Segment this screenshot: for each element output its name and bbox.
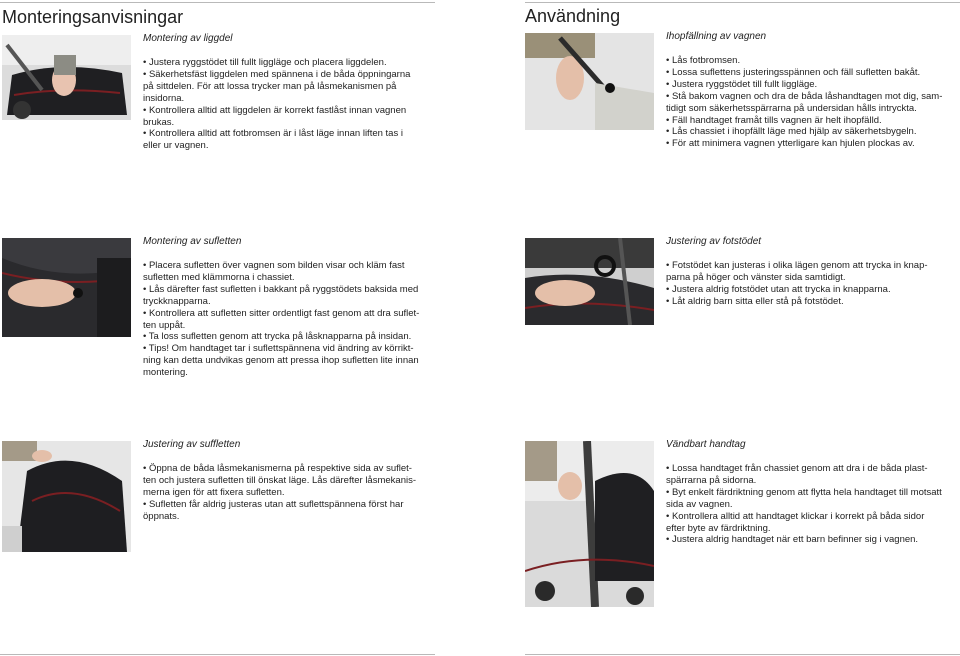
text-line: • Stå bakom vagnen och dra de båda låshandtagen mot dig, sam- (666, 90, 943, 102)
bottom-rule-right (525, 654, 960, 655)
text-line: • Byt enkelt färdriktning genom att flytta hela handtaget till motsatt (666, 486, 942, 498)
reversible-handle-photo (525, 441, 654, 607)
text-line: tidigt som säkerhetsspärrarna på undersidan hålls intryckta. (666, 102, 917, 114)
text-line: • Lås chassiet i ihopfällt läge med hjälp av säkerhetsbygeln. (666, 126, 917, 138)
section-text-hood-adjusting (143, 463, 438, 523)
text-line: på sittdelen. För att lossa trycker man på låsmekanismen på (143, 80, 397, 92)
text-line: eller ur vagnen. (143, 140, 209, 152)
text-line: • Lås fotbromsen. (666, 55, 741, 66)
text-line: spärrarna på sidorna. (666, 474, 757, 486)
right-page-title: Användning (525, 6, 621, 26)
text-line: • Justera aldrig fotstödet utan att trycka in knapparna. (666, 283, 891, 295)
text-line: ten och justera sufletten till önskat läge. Lås därefter låsmekanis- (143, 474, 417, 486)
text-line: merna igen för att fixera sufletten. (143, 486, 285, 498)
text-line: brukas. (143, 116, 175, 128)
text-line: efter byte av färdriktning. (666, 522, 771, 534)
section-title-hood-adjusting: Justering av suffletten (143, 439, 241, 450)
text-line: öppnats. (143, 510, 180, 522)
text-line: • Placera sufletten över vagnen som bilden visar och kläm fast (143, 260, 405, 271)
text-line: • Sufletten får aldrig justeras utan att suflettspännena först har (143, 498, 404, 510)
text-line: • Öppna de båda låsmekanismerna på respektive sida av suflet- (143, 463, 412, 474)
text-line: • Fotstödet kan justeras i olika lägen genom att trycka in knap- (666, 260, 928, 271)
section-text-reversible-handle (666, 463, 958, 546)
text-line: • För att minimera vagnen ytterligare kan hjulen plockas av. (666, 138, 915, 150)
text-line: • Kontrollera alltid att fotbromsen är i låst läge innan liften tas i (143, 128, 403, 140)
section-title-hood-mounting: Montering av sufletten (143, 236, 242, 247)
text-line: • Lås därefter fast sufletten i bakkant på ryggstödets baksida med (143, 283, 419, 295)
left-page-title: Monteringsanvisningar (2, 7, 184, 27)
text-line: parna på höger och vänster sida samtidigt. (666, 271, 846, 283)
stroller-carrycot-mounting-photo (2, 35, 131, 120)
text-line: • Justera aldrig handtaget när ett barn befinner sig i vagnen. (666, 534, 919, 546)
section-title-carrycot-mounting: Montering av liggdel (143, 33, 233, 44)
top-rule-left (0, 2, 435, 3)
section-text-folding (666, 55, 958, 150)
section-text-footrest (666, 260, 958, 308)
text-line: • Kontrollera alltid att liggdelen är korrekt fastlåst innan vagnen (143, 104, 407, 116)
folding-stroller-photo (525, 33, 654, 130)
text-line: • Säkerhetsfäst liggdelen med spännena i de båda öppningarna (143, 68, 411, 80)
text-line: sida av vagnen. (666, 498, 733, 510)
section-title-reversible-handle: Vändbart handtag (666, 439, 746, 450)
text-line: • Ta loss sufletten genom att trycka på låsknapparna på insidan. (143, 331, 412, 343)
text-line: • Låt aldrig barn sitta eller stå på fotstödet. (666, 295, 844, 307)
section-text-hood-mounting (143, 260, 438, 379)
text-line: ning kan detta undvikas genom att pressa ihop sufletten lite innan (143, 355, 419, 367)
text-line: • Kontrollera alltid att handtaget klickar i korrekt på båda sidor (666, 510, 925, 522)
top-rule-right (525, 2, 960, 3)
text-line: • Lossa suflettens justeringsspännen och fäll sufletten bakåt. (666, 66, 921, 78)
text-line: montering. (143, 367, 188, 379)
text-line: insidorna. (143, 92, 185, 104)
text-line: • Fäll handtaget framåt tills vagnen är helt ihopfälld. (666, 114, 882, 126)
text-line: • Lossa handtaget från chassiet genom att dra i de båda plast- (666, 463, 928, 474)
text-line: • Tips! Om handtaget tar i suflettspännena vid ändring av körrikt- (143, 343, 414, 355)
text-line: tryckknapparna. (143, 295, 211, 307)
text-line: ten uppåt. (143, 319, 186, 331)
text-line: • Justera ryggstödet till fullt liggläge och placera liggdelen. (143, 57, 387, 68)
section-title-footrest: Justering av fotstödet (666, 236, 762, 247)
hood-adjusting-photo (2, 441, 131, 552)
section-title-folding: Ihopfällning av vagnen (666, 31, 767, 42)
text-line: • Kontrollera att sufletten sitter ordentligt fast genom att dra suflet- (143, 307, 420, 319)
footrest-adjusting-photo (525, 238, 654, 325)
bottom-rule-left (0, 654, 435, 655)
hood-mounting-photo (2, 238, 131, 337)
text-line: sufletten med klämmorna i chassiet. (143, 271, 295, 283)
section-text-carrycot-mounting (143, 57, 433, 152)
text-line: • Justera ryggstödet till fullt liggläge. (666, 78, 818, 90)
